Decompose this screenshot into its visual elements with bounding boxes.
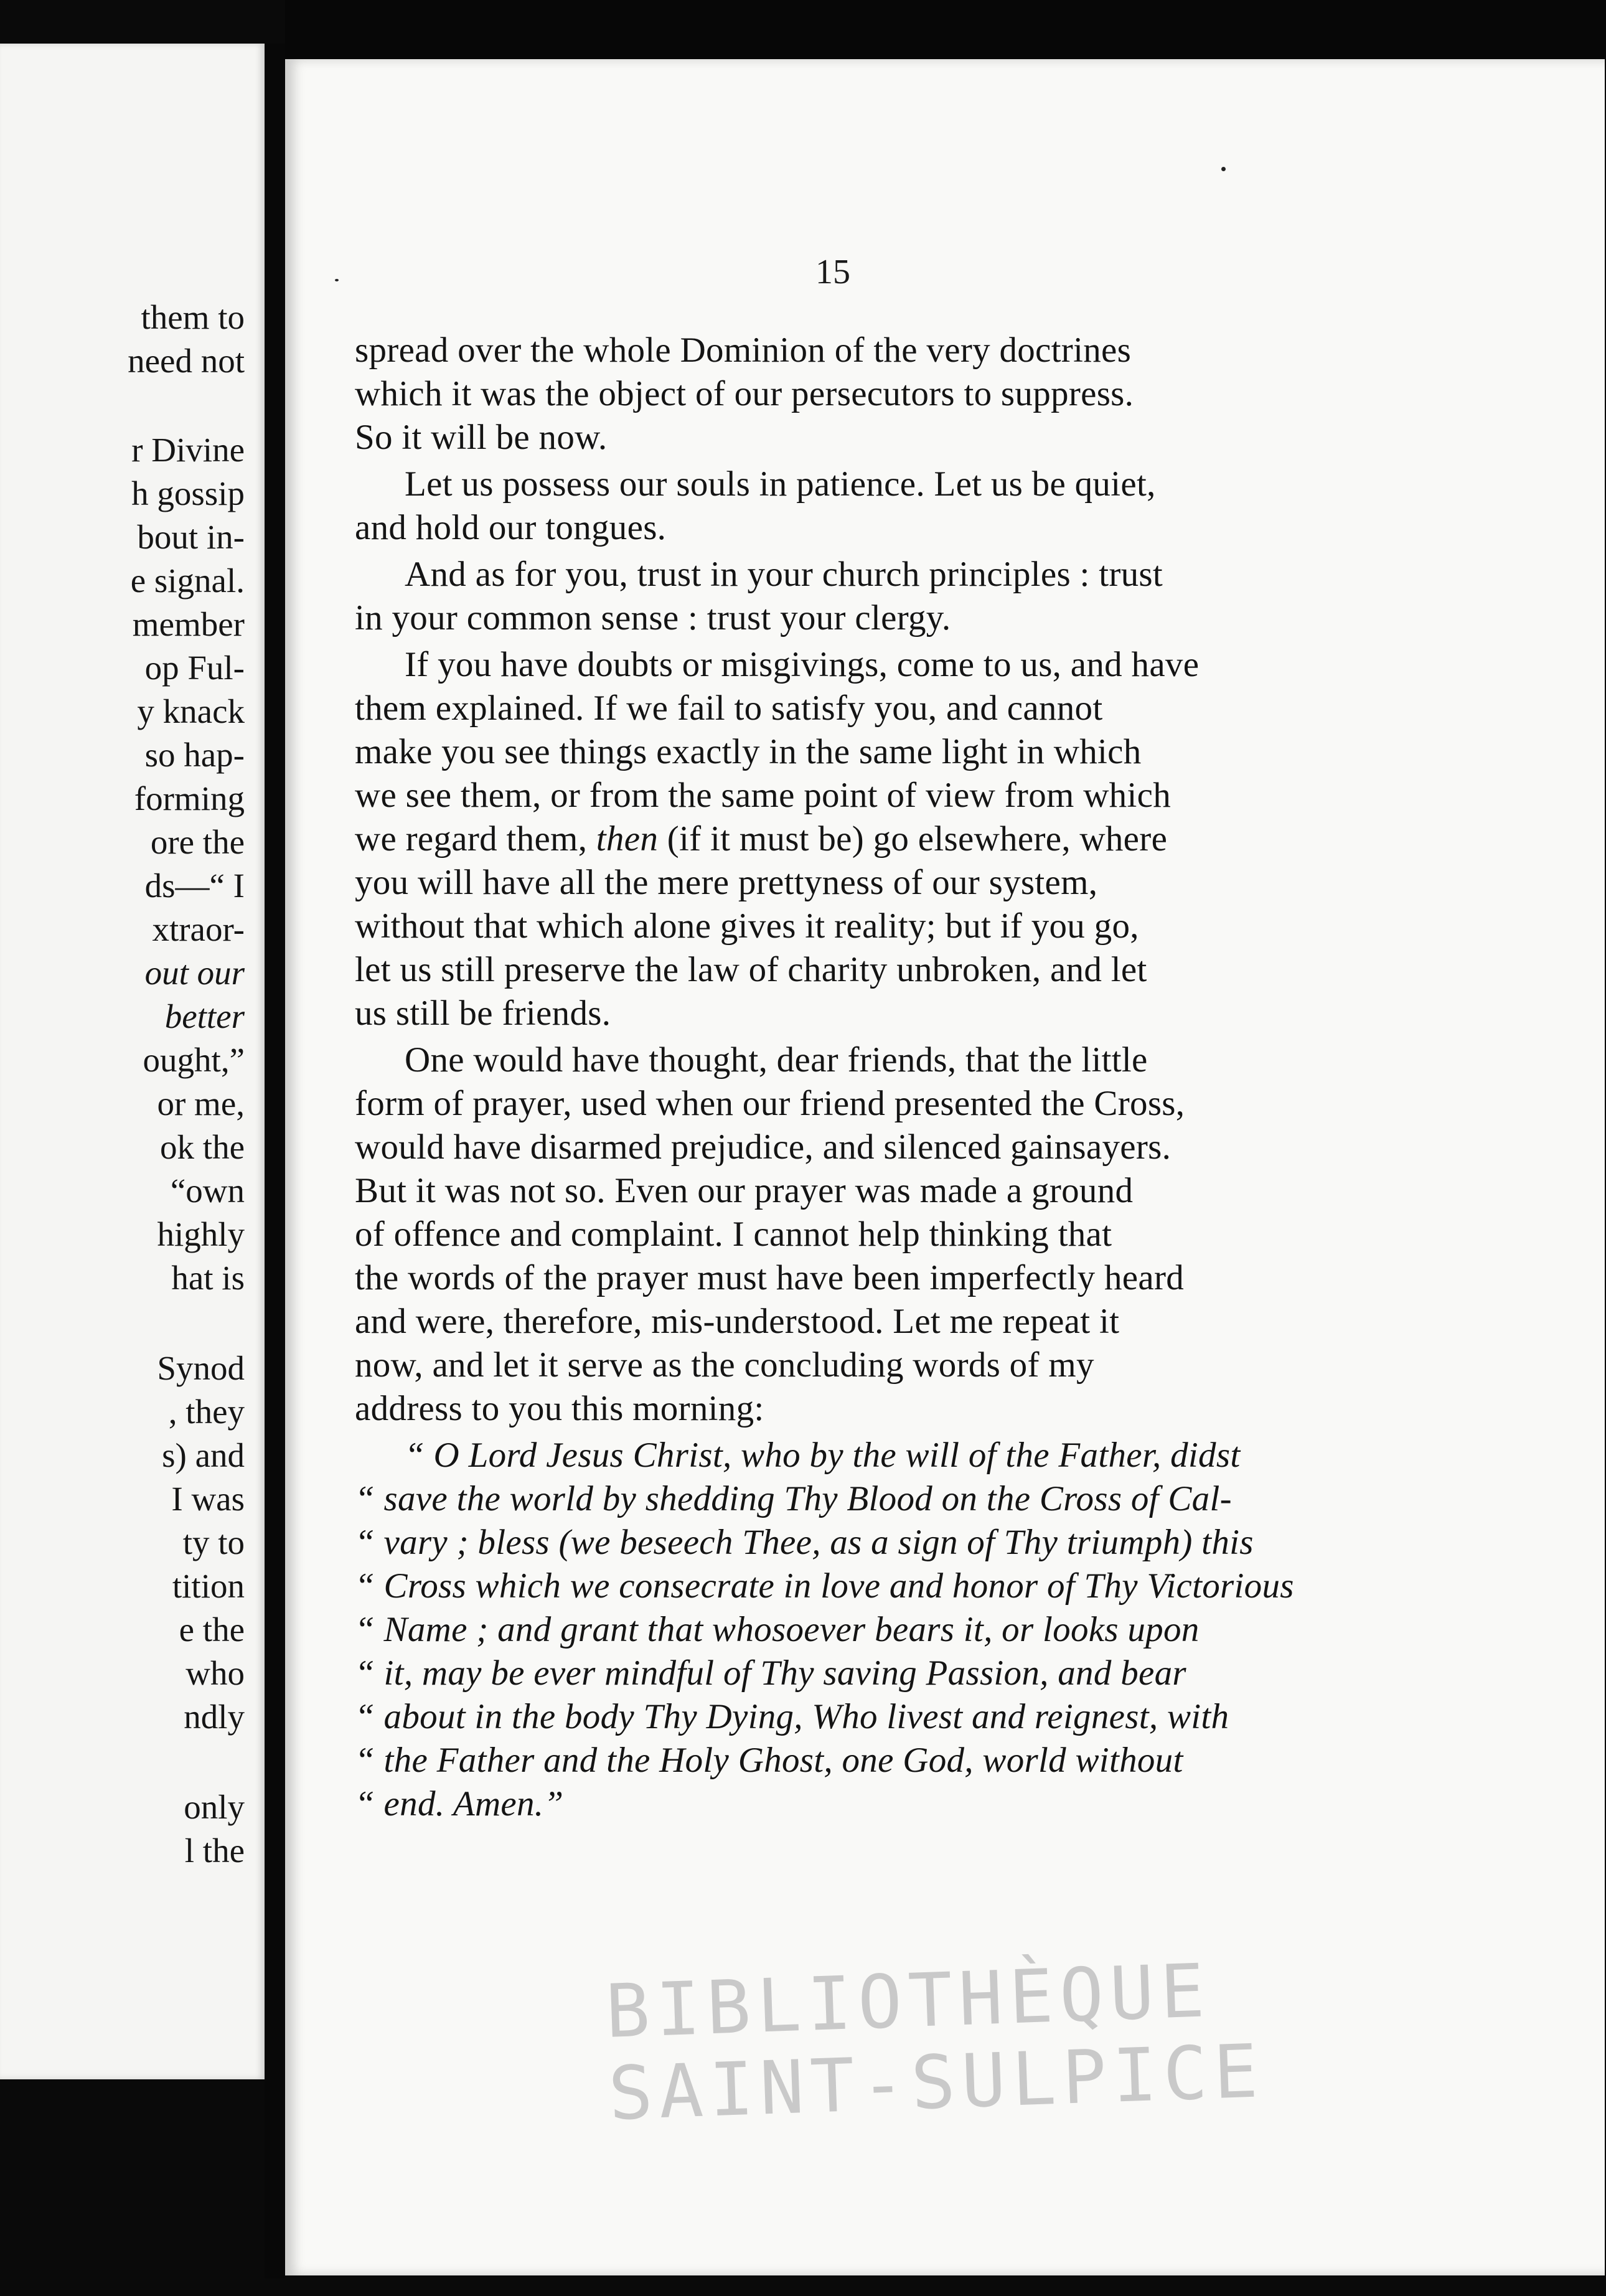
prayer-line: “ Name ; and grant that whosoever bears it, or looks upon [355,1610,1200,1649]
text-line: let us still preserve the law of charity unbroken, and let [355,950,1147,989]
left-line: Synod [157,1349,245,1387]
stamp-line: BIBLIOTHÈQUE [604,1947,1213,2055]
text-line: without that which alone gives it reality; but if you go, [355,906,1139,946]
left-line: member [132,605,245,643]
prayer-line: “ about in the body Thy Dying, Who livest and reignest, with [355,1697,1229,1736]
text-line: you will have all the mere prettyness of our system, [355,863,1098,902]
left-line: ty to [182,1523,245,1561]
text-line: So it will be now. [355,418,608,457]
left-line: hat is [171,1259,245,1297]
paper-speck [335,279,339,281]
text-line: And as for you, trust in your church principles : trust [405,555,1163,594]
left-line: I was [171,1480,245,1518]
left-line: or me, [157,1084,245,1122]
prayer-line: “ end. Amen.” [355,1784,564,1823]
text-line: them explained. If we fail to satisfy you, and cannot [355,689,1103,728]
left-line: ok the [160,1128,245,1166]
left-line: who [185,1654,245,1692]
left-line: only [184,1788,245,1826]
text-line: make you see things exactly in the same light in which [355,732,1142,771]
text-line: us still be friends. [355,994,611,1033]
left-line: e signal. [130,562,245,600]
left-line: so hap- [144,736,245,774]
left-line: y knack [137,692,245,730]
text-line: spread over the whole Dominion of the very doctrines [355,331,1132,370]
left-line: xtraor- [152,910,245,948]
left-line: “own [170,1172,245,1210]
left-line: ds—“ I [144,867,245,905]
left-line: them to [141,298,245,336]
prayer-line: “ vary ; bless (we beseech Thee, as a sign of Thy triumph) this [355,1523,1254,1562]
left-line: out our [144,954,245,992]
prayer-line: “ Cross which we consecrate in love and honor of Thy Victorious [355,1566,1294,1606]
text-line: and were, therefore, mis-understood. Let me repeat it [355,1302,1120,1341]
left-line: bout in- [137,518,245,556]
emphasis-then: then [596,819,659,859]
left-line: r Divine [131,431,245,469]
text-line: But it was not so. Even our prayer was made a ground [355,1171,1134,1210]
book-gutter [265,44,285,2279]
page-number: 15 [815,253,850,291]
text-line [355,819,1167,859]
text-line: and hold our tongues. [355,508,667,547]
paper-speck [1221,167,1226,171]
left-line: need not [128,342,245,380]
left-line: e the [179,1611,245,1649]
left-line: op Ful- [144,649,245,687]
left-line: l the [184,1832,245,1870]
left-line: ore the [150,823,245,861]
text-line: the words of the prayer must have been imperfectly heard [355,1258,1185,1297]
left-line: tition [172,1567,245,1605]
left-facing-page [0,44,265,2079]
left-line: ought,” [143,1041,245,1079]
text-line: we see them, or from the same point of view from which [355,776,1172,815]
text-line: If you have doubts or misgivings, come to us, and have [405,645,1200,684]
prayer-line: “ save the world by shedding Thy Blood on the Cross of Cal- [355,1479,1232,1518]
stamp-line: SAINT-SULPICE [607,2028,1266,2137]
left-line: h gossip [131,474,245,512]
text-line: One would have thought, dear friends, that the little [405,1040,1148,1080]
prayer-line: “ the Father and the Holy Ghost, one God, world without [355,1741,1183,1780]
text-line: in your common sense : trust your clergy. [355,598,951,638]
left-line: highly [157,1215,245,1253]
library-stamp [604,1947,1266,2137]
left-line: forming [134,779,245,817]
text-line: address to you this morning: [355,1389,764,1428]
text-line: Let us possess our souls in patience. Let us be quiet, [405,464,1156,504]
text-line: of offence and complaint. I cannot help thinking that [355,1215,1112,1254]
text-line: form of prayer, used when our friend presented the Cross, [355,1084,1185,1123]
text-line: would have disarmed prejudice, and silenced gainsayers. [355,1127,1172,1167]
scan-border-top [285,0,1606,68]
prayer-line: “ it, may be ever mindful of Thy saving Passion, and bear [355,1654,1186,1693]
text-line: now, and let it serve as the concluding words of my [355,1345,1094,1385]
text-fragment: we regard them, [355,819,596,859]
left-line: s) and [162,1436,245,1474]
left-line: , they [168,1393,245,1431]
left-line: ndly [184,1698,245,1736]
text-fragment: (if it must be) go elsewhere, where [667,819,1168,859]
prayer-line: “ O Lord Jesus Christ, who by the will of the Father, didst [405,1436,1241,1475]
left-line: better [164,997,245,1035]
text-line: which it was the object of our persecutors to suppress. [355,374,1134,413]
